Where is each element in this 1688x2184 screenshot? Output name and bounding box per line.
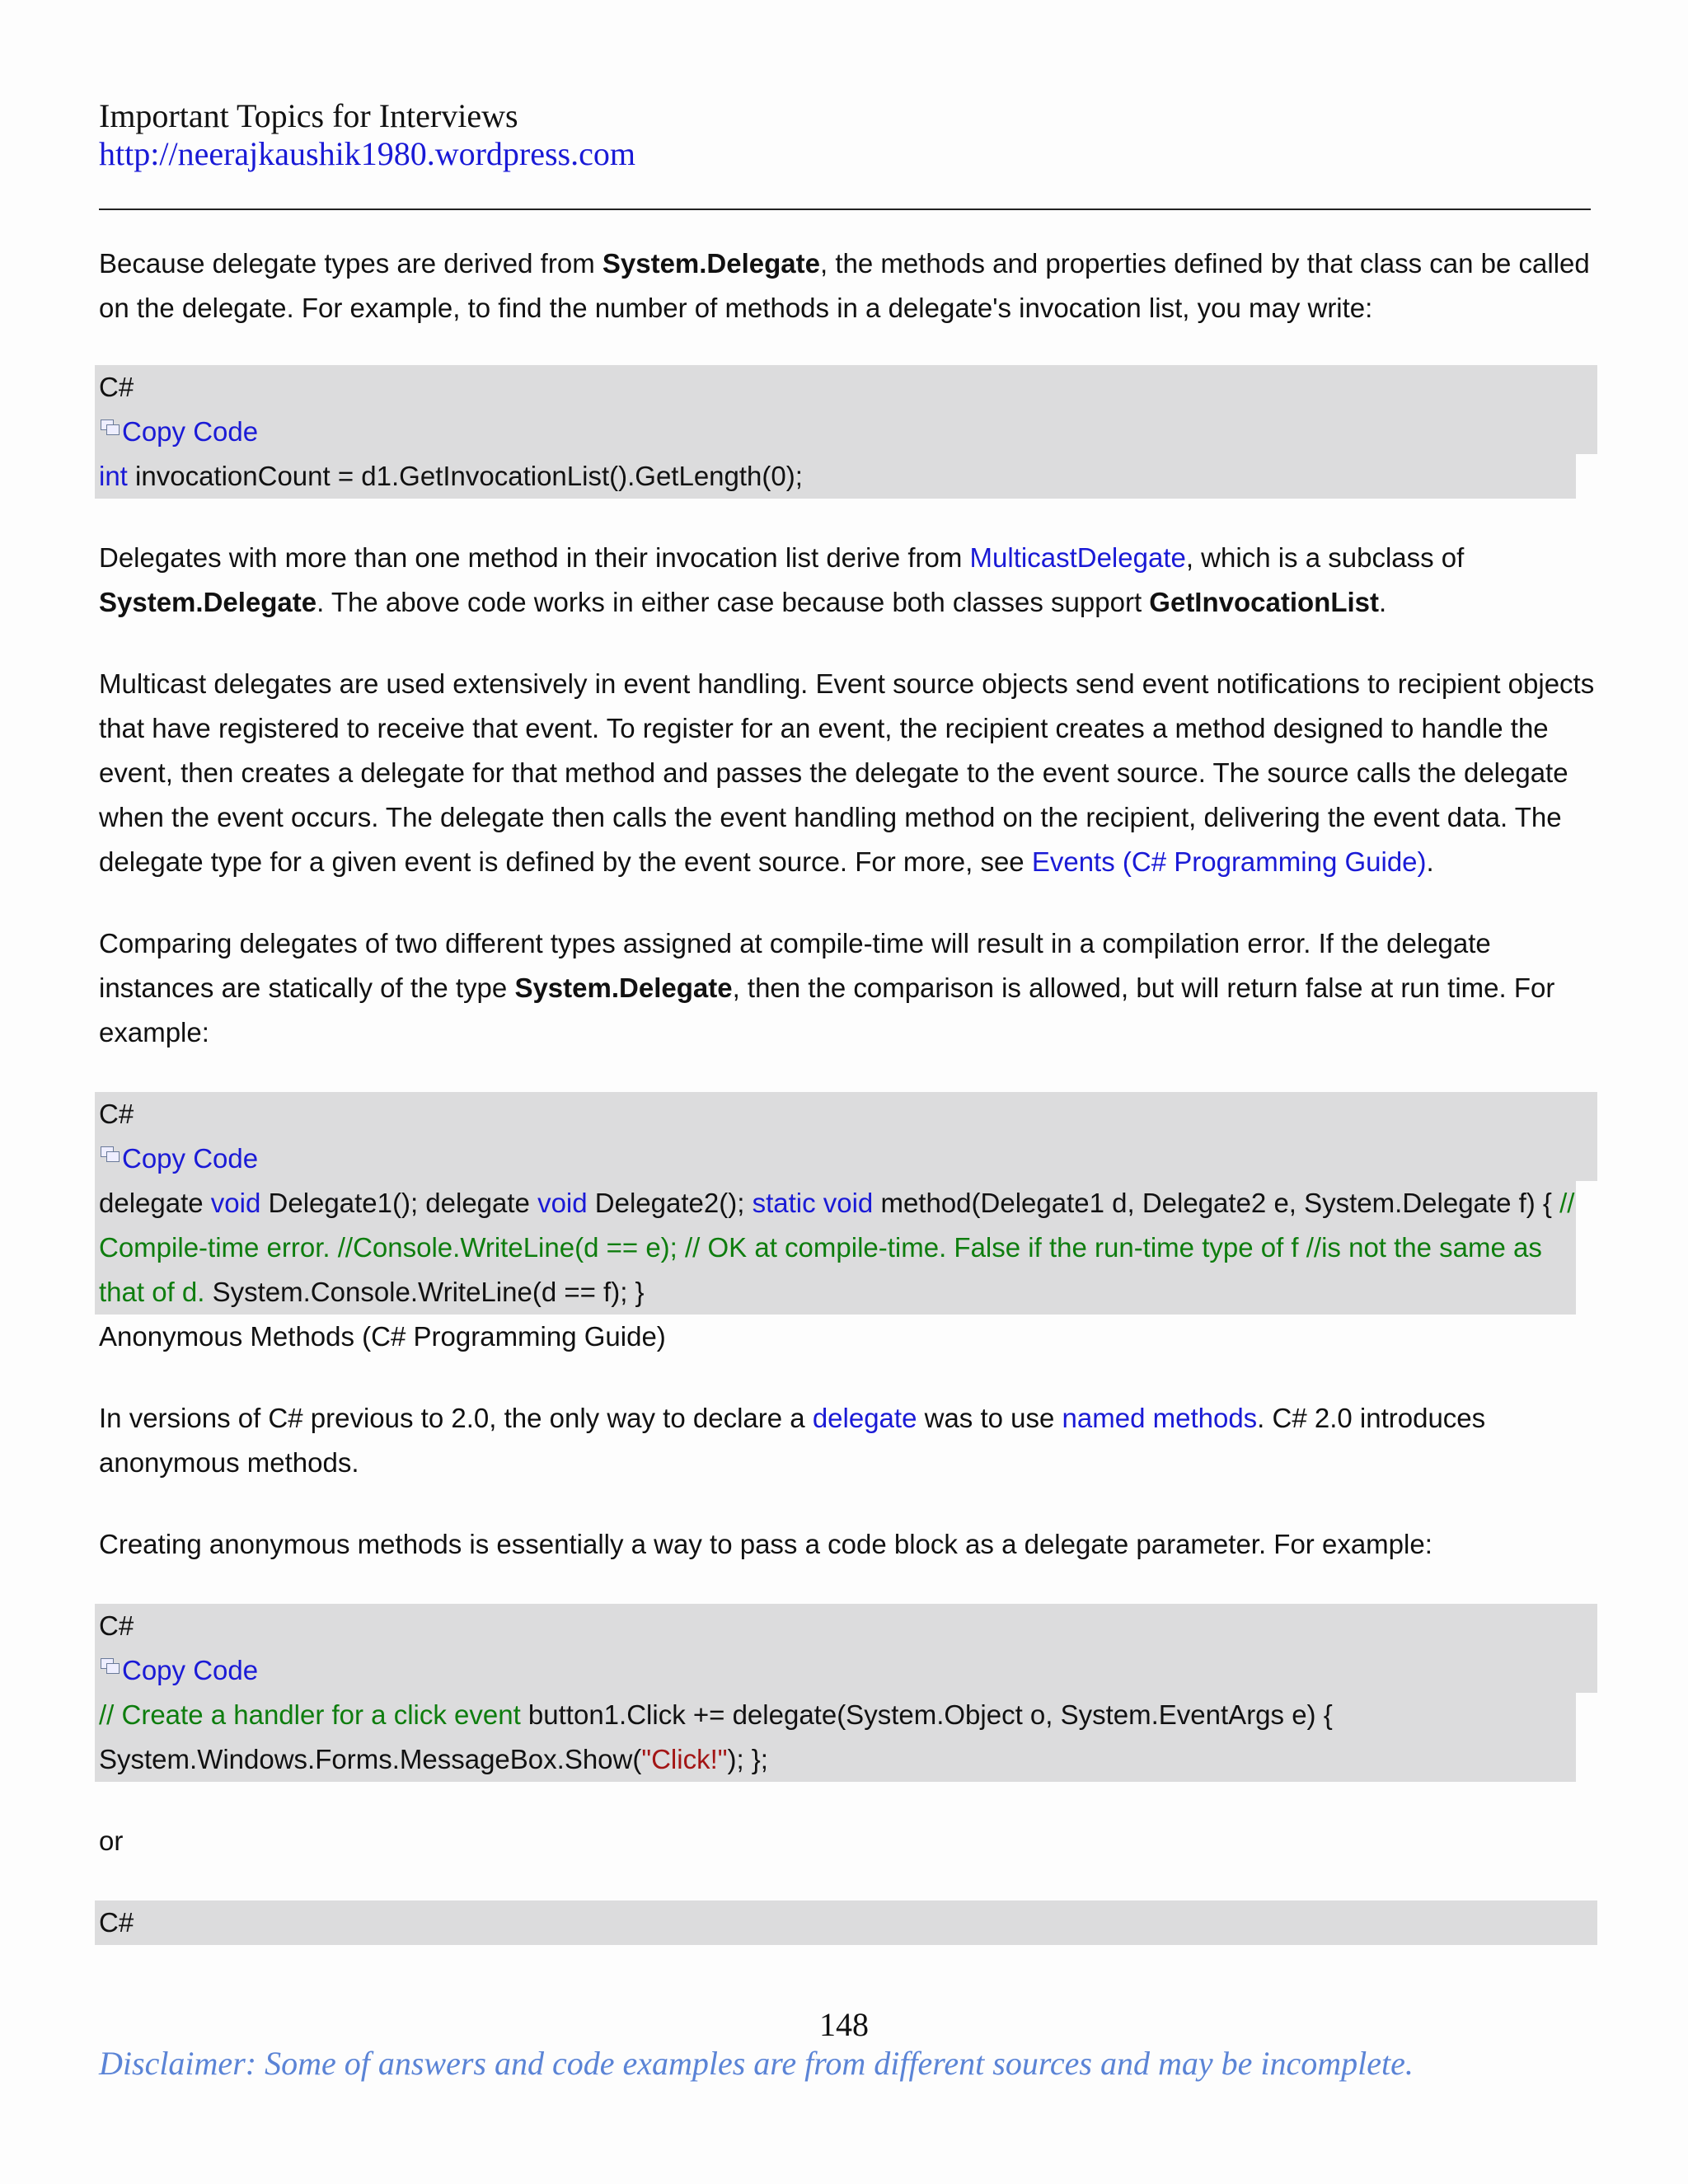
code-plain: delegate bbox=[99, 1188, 211, 1218]
code-keyword: int bbox=[99, 461, 128, 491]
code-block-compare bbox=[95, 1092, 1599, 1315]
bold-term: System.Delegate bbox=[514, 972, 733, 1003]
bold-term: System.Delegate bbox=[99, 587, 317, 617]
section-heading: Anonymous Methods (C# Programming Guide) bbox=[99, 1321, 666, 1352]
code-text bbox=[95, 1693, 1576, 1782]
text: . bbox=[1426, 846, 1434, 877]
code-plain: method(Delegate1 d, Delegate2 e, System.Delegate f) { bbox=[873, 1188, 1560, 1218]
code-language-label: C# bbox=[99, 372, 134, 402]
paragraph-event-handling bbox=[99, 662, 1599, 884]
code-block-click-handler bbox=[95, 1604, 1599, 1782]
bold-term: GetInvocationList bbox=[1149, 587, 1379, 617]
code-plain: Delegate2(); bbox=[587, 1188, 753, 1218]
copy-code-button[interactable] bbox=[99, 1648, 1597, 1693]
copy-code-label[interactable]: Copy Code bbox=[122, 416, 259, 447]
copy-code-button[interactable] bbox=[99, 410, 1597, 454]
code-plain: ); }; bbox=[727, 1744, 768, 1774]
or-text: or bbox=[99, 1825, 124, 1856]
text: , then the comparison is allowed, but will return false at run time. For example: bbox=[99, 972, 1555, 1047]
code-language-label: C# bbox=[99, 1099, 134, 1129]
code-block-invocation-count bbox=[95, 365, 1599, 499]
disclaimer: Disclaimer: Some of answers and code examples are from different sources and may be incomplete. bbox=[99, 2045, 1414, 2082]
copy-icon bbox=[99, 418, 120, 436]
header-title: Important Topics for Interviews bbox=[99, 97, 518, 134]
code-text bbox=[95, 1181, 1576, 1315]
copy-icon bbox=[99, 1145, 120, 1163]
paragraph-multicast bbox=[99, 536, 1599, 625]
code-block-truncated bbox=[95, 1900, 1599, 1945]
copy-code-label[interactable]: Copy Code bbox=[122, 1655, 259, 1685]
multicastdelegate-link[interactable]: MulticastDelegate bbox=[969, 542, 1186, 573]
header-url-link[interactable]: http://neerajkaushik1980.wordpress.com bbox=[99, 135, 635, 172]
copy-code-label[interactable]: Copy Code bbox=[122, 1143, 259, 1174]
code-text bbox=[95, 454, 1576, 499]
paragraph-delegate-types bbox=[99, 241, 1599, 330]
code-keyword: void bbox=[210, 1188, 261, 1218]
code-keyword: static void bbox=[752, 1188, 874, 1218]
code-comment: // Create a handler for a click event bbox=[99, 1699, 521, 1730]
text: In versions of C# previous to 2.0, the only way to declare a bbox=[99, 1403, 813, 1433]
page-number: 148 bbox=[819, 2006, 869, 2043]
code-plain: System.Console.WriteLine(d == f); } bbox=[204, 1277, 645, 1307]
text: . bbox=[1379, 587, 1387, 617]
text: Comparing delegates of two different types assigned at compile-time will result in a compilation error. If the delegate instances are statically of the type bbox=[99, 928, 1491, 1003]
page-content bbox=[99, 241, 1599, 1945]
text: . C# 2.0 introduces anonymous methods. bbox=[99, 1403, 1486, 1478]
code-plain: invocationCount = d1.GetInvocationList().GetLength(0); bbox=[127, 461, 803, 491]
text: Delegates with more than one method in their invocation list derive from bbox=[99, 542, 970, 573]
paragraph-csharp-versions bbox=[99, 1396, 1599, 1485]
code-plain: button1.Click += delegate(System.Object o, System.EventArgs e) { System.Windows.Forms.MessageBox.Show( bbox=[99, 1699, 1333, 1774]
text: , the methods and properties defined by that class can be called on the delegate. For example, to find the number of methods in a delegate's invocation list, you may write: bbox=[99, 248, 1590, 323]
page-header bbox=[99, 97, 1591, 173]
header-divider bbox=[99, 209, 1591, 210]
code-language-label: C# bbox=[99, 1907, 134, 1938]
code-comment: // Compile-time error. //Console.WriteLine(d == e); // OK at compile-time. False if the run-time type of f //is not the same as that of d. bbox=[99, 1188, 1575, 1307]
events-guide-link[interactable]: Events (C# Programming Guide) bbox=[1031, 846, 1427, 877]
text: Multicast delegates are used extensively in event handling. Event source objects send event notifications to recipient objects that have registered to receive that event. To register for an event, the recipient creates a method designed to handle the event, then creates a delegate for that method and passes the delegate to the event source. The source calls the delegate when the event occurs. The delegate then calls the event handling method on the recipient, delivering the event data. The delegate type for a given event is defined by the event source. For more, see bbox=[99, 668, 1595, 877]
code-plain: Delegate1(); delegate bbox=[260, 1188, 538, 1218]
code-keyword: void bbox=[537, 1188, 588, 1218]
delegate-link[interactable]: delegate bbox=[812, 1403, 917, 1433]
named-methods-link[interactable]: named methods bbox=[1062, 1403, 1258, 1433]
paragraph-comparing-delegates bbox=[99, 921, 1599, 1055]
bold-term: System.Delegate bbox=[602, 248, 820, 279]
code-language-label: C# bbox=[99, 1610, 134, 1641]
copy-icon bbox=[99, 1657, 120, 1675]
text: . The above code works in either case because both classes support bbox=[316, 587, 1150, 617]
copy-code-button[interactable] bbox=[99, 1137, 1597, 1181]
text: was to use bbox=[917, 1403, 1062, 1433]
text: Because delegate types are derived from bbox=[99, 248, 603, 279]
paragraph-anonymous-methods: Creating anonymous methods is essentially a way to pass a code block as a delegate parameter. For example: bbox=[99, 1529, 1432, 1559]
code-string: "Click!" bbox=[641, 1744, 728, 1774]
text: , which is a subclass of bbox=[1185, 542, 1465, 573]
